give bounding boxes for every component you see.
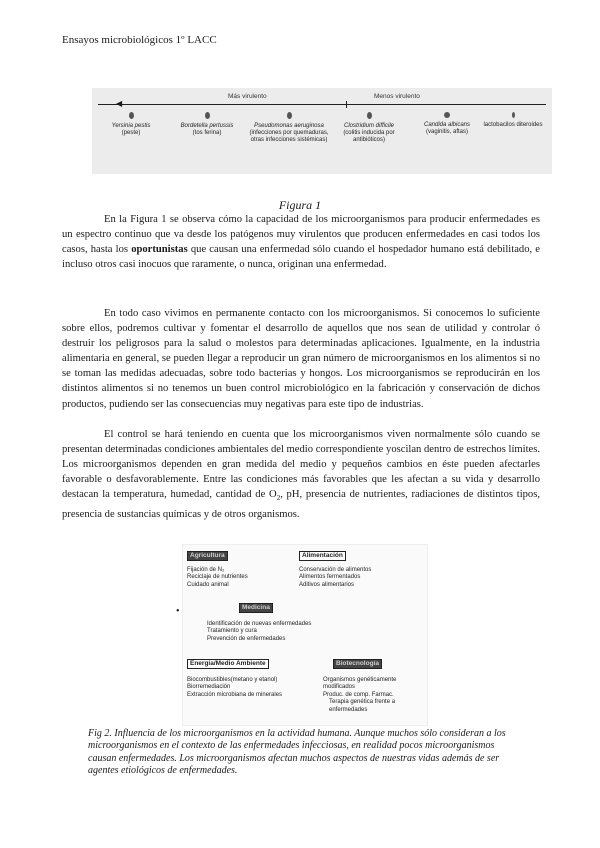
medicina-list: Identificación de nuevas enfermedades Tratamiento y cura Prevención de enfermedades (207, 621, 312, 642)
axis-tick (346, 101, 347, 108)
paragraph-1: En la Figura 1 se observa cómo la capacidad de los microorganismos para producir enfermedades es un espectro continuo que va desde los patógenos muy virulentos que producen enfermedades en casi todos los casos, hasta los oportunistas que causan una enfermedad sólo cuando el hospedador humano está debilitado, e incluso otros casi inocuos que raramente, o nunca, originan una enfermedad. (62, 214, 540, 271)
agricultura-list: Fijación de N₂ Reciclaje de nutrientes Cuidado animal (187, 567, 248, 588)
organism-icon (129, 112, 134, 119)
organism-pseudomonas: Pseudomonas aeruginosa (infecciones por quemaduras, otras infecciones sistémicas) (244, 112, 334, 144)
organism-yersinia: Yersinia pestis (peste) (92, 112, 170, 137)
paragraph-3: El control se hará teniendo en cuenta que los microorganismos viven normalmente sólo cuando se presentan determinadas condiciones ambientales del medio correspondiente yoscilan dentro de estrechos límites. Los microorganismos dependen en gran medida del medio y pequeños cambios en éste pueden afectarles favorable o desfavorablemente. Entre las condiciones más favorables que les afectan a su vida y desarrollo destacan la temperatura, humedad, cantidad de $O_2$, pH, presencia de nutrientes, radiaciones de distintos tipos, presencia de sustancias químicas y de otros organismos. (62, 429, 541, 520)
virulence-axis (98, 99, 546, 108)
biotecnologia-list: Organismos genéticamente modificados Produc. de comp. Farmac. Terapia genética frente a enfermedades (323, 677, 397, 713)
organism-lactobacilos: lactobacilos diteroides (478, 112, 548, 129)
less-virulent-label: Menos virulento (374, 93, 420, 100)
arrow-left-icon: ◀ (116, 99, 123, 108)
agricultura-box: Agricultura (187, 551, 228, 561)
biotecnologia-box: Biotecnología (333, 659, 382, 669)
medicina-box: Medicina (239, 603, 273, 613)
more-virulent-label: Más virulento (228, 93, 267, 100)
organism-clostridium: Clostridium difficile (colitis inducida por antibióticos) (330, 112, 408, 144)
virulence-spectrum-figure (92, 88, 552, 174)
energia-box: Energía/Medio Ambiente (187, 659, 269, 669)
organism-icon (512, 112, 515, 118)
organism-icon (444, 112, 450, 118)
organism-icon (287, 112, 292, 119)
microorganism-influence-figure (182, 544, 428, 726)
organism-bordetella: Bordetella pertussis (tos ferina) (168, 112, 246, 137)
alimentacion-box: Alimentación (299, 551, 346, 561)
energia-list: Biocombustibles(metano y etanol) Biorremediación Extracción microbiana de minerales (187, 677, 283, 698)
page-header: Ensayos microbiológicos 1º LACC (62, 34, 217, 46)
organism-icon (205, 112, 210, 119)
organism-candida: Candida albicans (vaginitis, aftas) (408, 112, 486, 136)
alimentacion-list: Conservación de alimentos Alimentos fermentados Aditivos alimentarios (299, 567, 372, 588)
figure1-caption: Figura 1 (278, 198, 322, 212)
paragraph-2: En todo caso vivimos en permanente contacto con los microorganismos. Si conocemos lo suficiente sobre ellos, podremos cultivar y fomentar el desarrollo de aquellos que nos sean de utilidad y controlar ó destruir los peligrosos para la salud o molestos para determinadas aplicaciones. Igualmente, en la industria alimentaria en general, se pueden llegar a reproducir un gran número de microorganismos en los alimentos si no se toman las medidas adecuadas, sobre todo bacterias y hongos. Los microorganismos se reproducirán en los distintos alimentos si no tenemos un buen control microbiológico en la fabricación y conservación de dichos productos, pudiendo ser las consecuencias muy negativas para este tipo de industrias. (62, 308, 540, 410)
figure2-caption: Fig 2. Influencia de los microorganismos en la actividad humana. Aunque muchos sólo consideran a los microorganismos en el contexto de las enfermedades infecciosas, en realidad pocos microorganismos causan enfermedades. Los microorganismos afectan muchos aspectos de nuestras vidas además de ser agentes etiológicos de enfermedades. (88, 728, 506, 777)
organism-icon (367, 112, 372, 119)
stray-bullet: • (176, 606, 180, 617)
